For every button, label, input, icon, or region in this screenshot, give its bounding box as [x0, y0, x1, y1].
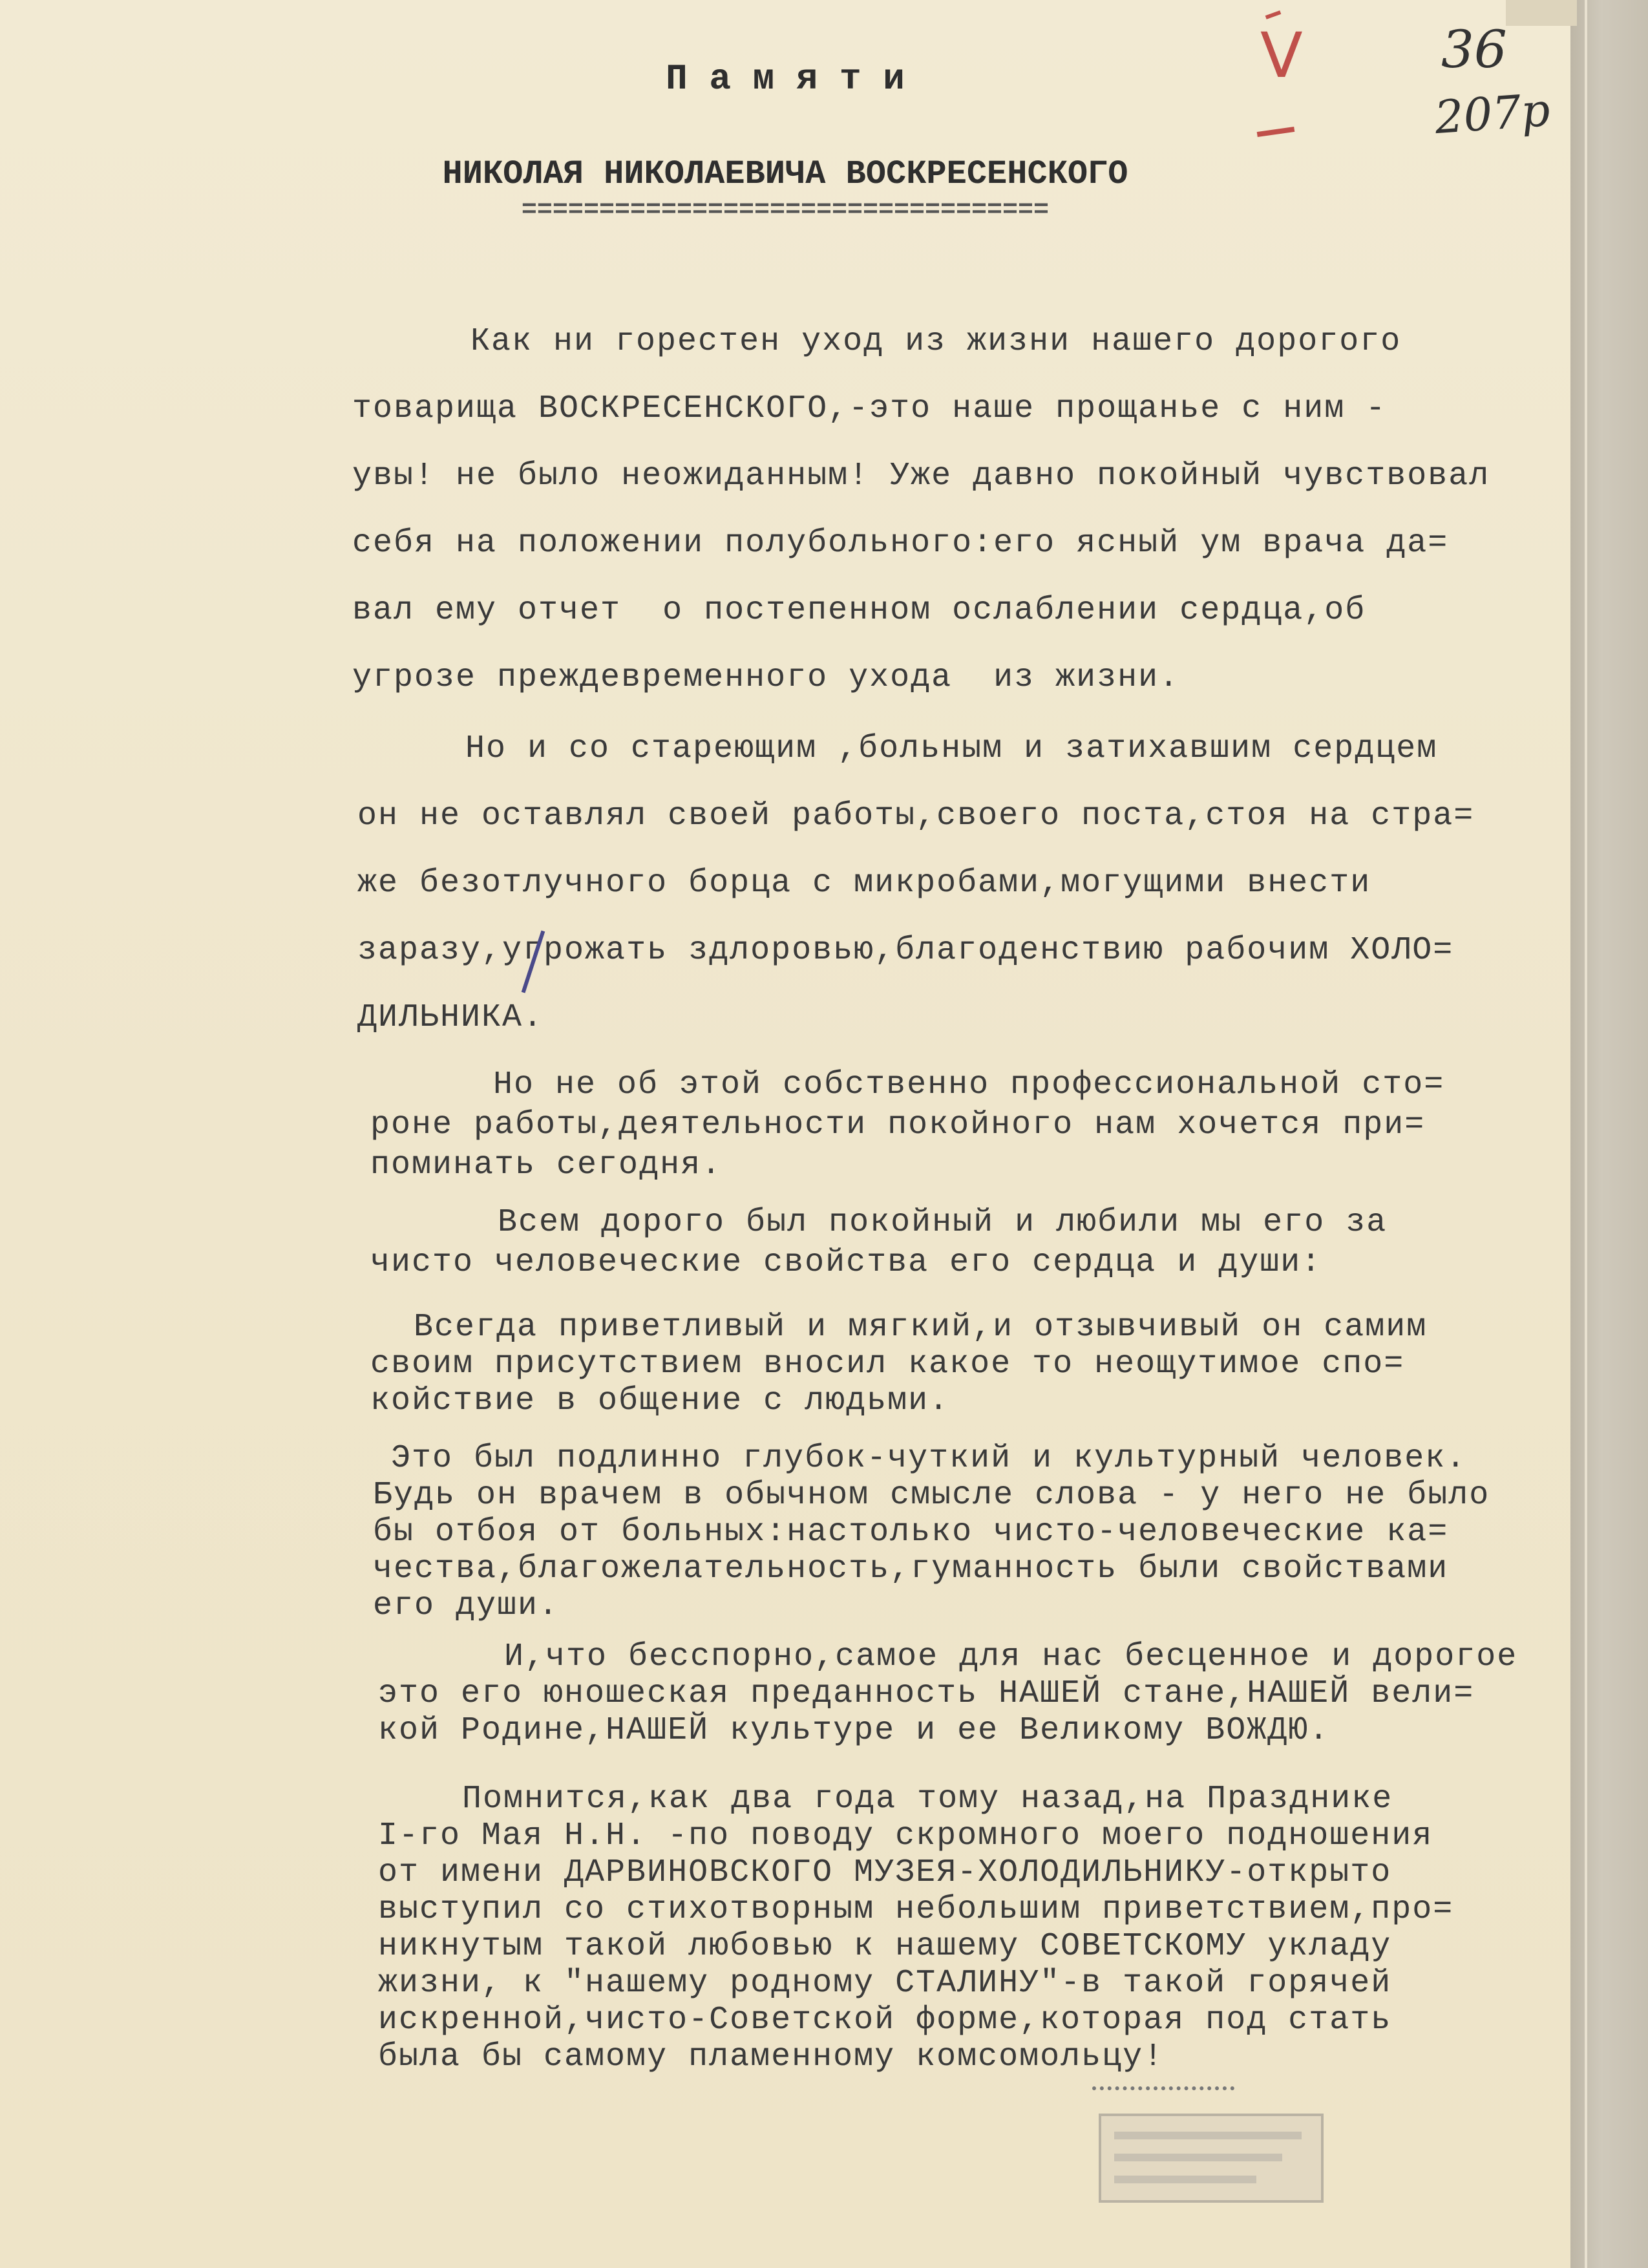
text-line: товарища ВОСКРЕСЕНСКОГО,-это наше прощанье с ним -	[352, 390, 1387, 427]
text-line: вал ему отчет о постепенном ослаблении сердца,об	[352, 592, 1366, 629]
text-line: заразу,угрожать здлоровью,благоденствию рабочим ХОЛО=	[357, 932, 1454, 969]
stamp-line	[1114, 2176, 1256, 2183]
text-line: искренной,чисто-Советской форме,которая под стать	[378, 2002, 1392, 2039]
text-line: его души.	[373, 1587, 560, 1624]
stamp-line	[1114, 2154, 1282, 2161]
page-number: 36	[1441, 19, 1507, 79]
archive-note: 207р	[1433, 83, 1552, 145]
text-line: Помнится,как два года тому назад,на Празднике	[462, 1781, 1393, 1818]
text-line: выступил со стихотворным небольшим приветствием,про=	[378, 1891, 1454, 1928]
text-line: он не оставлял своей работы,своего поста,стоя на стра=	[357, 798, 1475, 834]
text-line: никнутым такой любовью к нашему СОВЕТСКОМУ укладу	[378, 1928, 1392, 1965]
text-line: чества,благожелательность,гуманность были свойствами	[373, 1551, 1449, 1587]
text-line: Всегда приветливый и мягкий,и отзывчивый он самим	[414, 1309, 1428, 1346]
text-line: койствие в общение с людьми.	[370, 1383, 950, 1419]
text-line: своим присутствием вносил какое то неощутимое спо=	[370, 1346, 1405, 1383]
text-line: угрозе преждевременного ухода из жизни.	[352, 659, 1180, 696]
text-line: чисто человеческие свойства его сердца и души:	[370, 1244, 1322, 1281]
text-line: себя на положении полубольного:его ясный ум врача да=	[352, 525, 1449, 562]
document-heading-name: НИКОЛАЯ НИКОЛАЕВИЧА ВОСКРЕСЕНСКОГО	[442, 155, 1128, 193]
red-pencil-check-mark: V	[1260, 19, 1303, 92]
text-line: ДИЛЬНИКА.	[357, 999, 544, 1036]
corner-fold	[1506, 0, 1577, 26]
text-line: была бы самому пламенному комсомольцу!	[378, 2039, 1165, 2075]
text-line: Но и со стареющим ,больным и затихавшим сердцем	[465, 730, 1438, 767]
text-line: Это был подлинно глубок-чуткий и культурный человек.	[391, 1440, 1467, 1477]
heading-underline: ==================================	[521, 196, 1050, 225]
text-line: поминать сегодня.	[370, 1147, 723, 1183]
text-line: кой Родине,НАШЕЙ культуре и ее Великому ВОЖДЮ.	[378, 1712, 1330, 1749]
text-line: это его юношеская преданность НАШЕЙ стане,НАШЕЙ вели=	[378, 1675, 1475, 1712]
text-line: увы! не было неожиданным! Уже давно покойный чувствовал	[352, 458, 1490, 494]
ellipsis-dots	[1092, 2086, 1234, 2094]
text-line: бы отбоя от больных:настолько чисто-человеческие ка=	[373, 1514, 1449, 1551]
text-line: от имени ДАРВИНОВСКОГО МУЗЕЯ-ХОЛОДИЛЬНИКУ-открыто	[378, 1854, 1392, 1891]
stamp-line	[1114, 2132, 1302, 2139]
text-line: И,что бесспорно,самое для нас бесценное и дорогое	[504, 1638, 1518, 1675]
archive-stamp	[1099, 2114, 1324, 2203]
page-edge-highlight	[1585, 0, 1587, 2268]
text-line: I-го Мая Н.Н. -по поводу скромного моего подношения	[378, 1818, 1433, 1854]
page-edge	[1570, 0, 1648, 2268]
text-line: роне работы,деятельности покойного нам хочется при=	[370, 1107, 1426, 1143]
text-line: же безотлучного борца с микробами,могущими внести	[357, 865, 1371, 902]
document-heading-memory: П а м я т и	[666, 58, 905, 100]
text-line: жизни, к "нашему родному СТАЛИНУ"-в такой горячей	[378, 1965, 1392, 2002]
text-line: Но не об этой собственно профессиональной сто=	[493, 1066, 1445, 1103]
text-line: Будь он врачем в обычном смысле слова - у него не было	[373, 1477, 1490, 1514]
text-line: Всем дорого был покойный и любили мы его за	[498, 1204, 1388, 1241]
text-line: Как ни горестен уход из жизни нашего дорогого	[470, 323, 1402, 360]
